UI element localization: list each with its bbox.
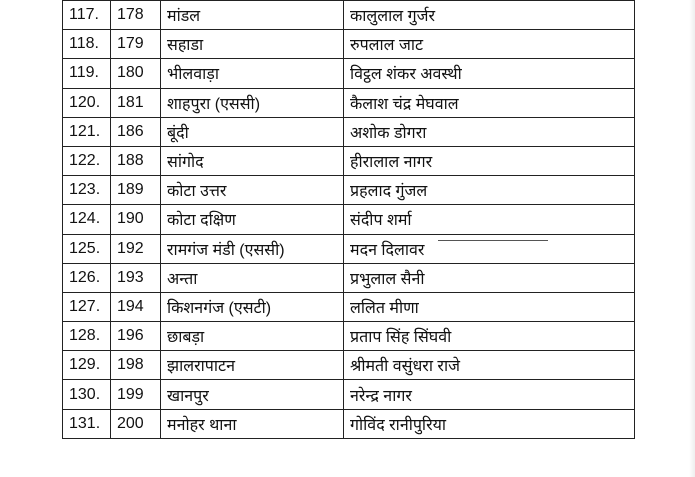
candidate-name: प्रहलाद गुंजल — [344, 176, 635, 205]
constituency-number: 199 — [111, 380, 161, 409]
table-row — [63, 322, 635, 351]
serial-number: 122. — [63, 146, 111, 175]
constituency-name: कोटा दक्षिण — [161, 205, 344, 234]
table-row — [63, 59, 635, 88]
constituency-name: मांडल — [161, 1, 344, 30]
table-row — [63, 351, 635, 380]
table-row — [63, 234, 635, 263]
candidate-name: नरेन्द्र नागर — [344, 380, 635, 409]
candidate-name: कैलाश चंद्र मेघवाल — [344, 88, 635, 117]
serial-number: 131. — [63, 409, 111, 438]
table-row — [63, 176, 635, 205]
table-row — [63, 146, 635, 175]
table-row — [63, 292, 635, 321]
constituency-number: 198 — [111, 351, 161, 380]
table-row — [63, 205, 635, 234]
constituency-number: 181 — [111, 88, 161, 117]
constituency-number: 189 — [111, 176, 161, 205]
candidate-name: ललित मीणा — [344, 292, 635, 321]
constituency-name: किशनगंज (एसटी) — [161, 292, 344, 321]
serial-number: 119. — [63, 59, 111, 88]
table-row — [63, 380, 635, 409]
candidate-list-table — [62, 0, 635, 439]
serial-number: 126. — [63, 263, 111, 292]
constituency-name: सहाडा — [161, 30, 344, 59]
candidate-name: प्रताप सिंह सिंघवी — [344, 322, 635, 351]
constituency-name: झालरापाटन — [161, 351, 344, 380]
constituency-name: छाबड़ा — [161, 322, 344, 351]
candidate-name: विट्ठल शंकर अवस्थी — [344, 59, 635, 88]
constituency-name: कोटा उत्तर — [161, 176, 344, 205]
constituency-number: 179 — [111, 30, 161, 59]
table-row — [63, 1, 635, 30]
serial-number: 125. — [63, 234, 111, 263]
table-row — [63, 88, 635, 117]
constituency-number: 194 — [111, 292, 161, 321]
serial-number: 117. — [63, 1, 111, 30]
constituency-number: 188 — [111, 146, 161, 175]
candidate-name: अशोक डोगरा — [344, 117, 635, 146]
constituency-number: 200 — [111, 409, 161, 438]
constituency-name: शाहपुरा (एससी) — [161, 88, 344, 117]
table-row — [63, 263, 635, 292]
constituency-number: 186 — [111, 117, 161, 146]
constituency-name: मनोहर थाना — [161, 409, 344, 438]
candidate-name: प्रभुलाल सैनी — [344, 263, 635, 292]
constituency-number: 180 — [111, 59, 161, 88]
constituency-name: सांगोद — [161, 146, 344, 175]
serial-number: 127. — [63, 292, 111, 321]
candidate-name: कालुलाल गुर्जर — [344, 1, 635, 30]
constituency-number: 196 — [111, 322, 161, 351]
candidate-name: श्रीमती वसुंधरा राजे — [344, 351, 635, 380]
serial-number: 118. — [63, 30, 111, 59]
constituency-number: 193 — [111, 263, 161, 292]
constituency-number: 190 — [111, 205, 161, 234]
serial-number: 120. — [63, 88, 111, 117]
candidate-name: मदन दिलावर — [344, 234, 635, 263]
candidate-name: संदीप शर्मा — [344, 205, 635, 234]
constituency-number: 178 — [111, 1, 161, 30]
serial-number: 123. — [63, 176, 111, 205]
serial-number: 130. — [63, 380, 111, 409]
candidate-name: गोविंद रानीपुरिया — [344, 409, 635, 438]
table-row — [63, 30, 635, 59]
serial-number: 124. — [63, 205, 111, 234]
stray-scan-line — [438, 240, 548, 241]
constituency-name: भीलवाड़ा — [161, 59, 344, 88]
candidate-name: रुपलाल जाट — [344, 30, 635, 59]
serial-number: 129. — [63, 351, 111, 380]
table-row — [63, 117, 635, 146]
constituency-name: रामगंज मंडी (एससी) — [161, 234, 344, 263]
candidate-name: हीरालाल नागर — [344, 146, 635, 175]
serial-number: 128. — [63, 322, 111, 351]
constituency-name: अन्ता — [161, 263, 344, 292]
serial-number: 121. — [63, 117, 111, 146]
constituency-number: 192 — [111, 234, 161, 263]
constituency-name: खानपुर — [161, 380, 344, 409]
page-edge-shadow — [689, 0, 695, 477]
table-row — [63, 409, 635, 438]
constituency-name: बूंदी — [161, 117, 344, 146]
